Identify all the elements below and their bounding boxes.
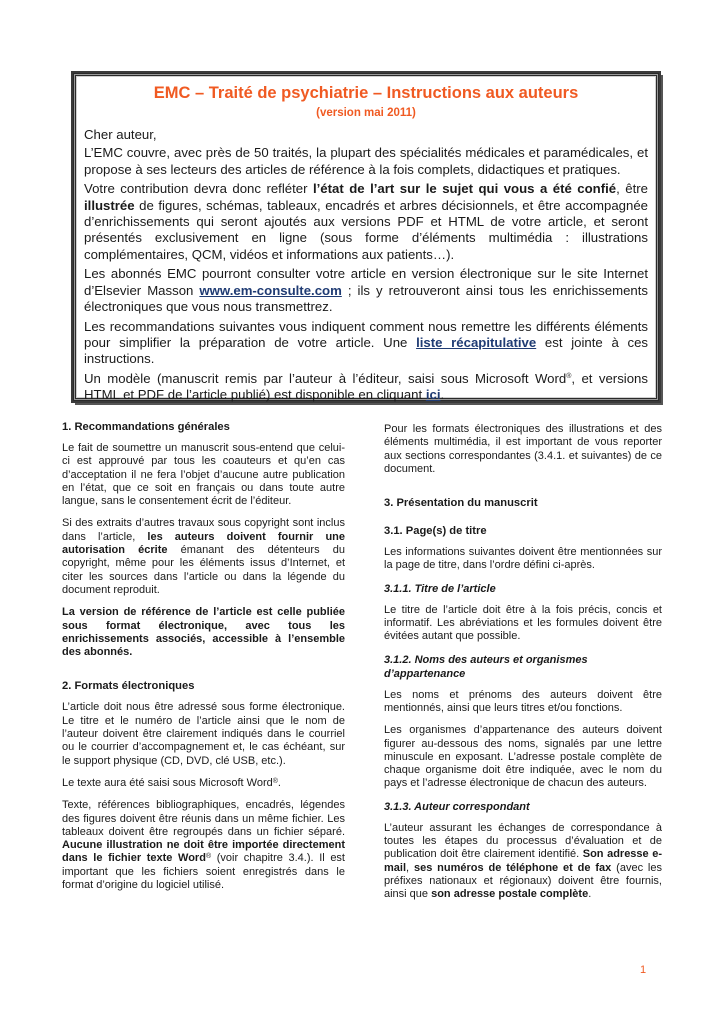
intro-paragraph-2 — [84, 181, 648, 262]
section-1-paragraph-1: Le fait de soumettre un manuscrit sous-entend que celui-ci est approuvé par tous les coauteurs et qu’en cas d’acceptation il ne fera l’objet d’aucune autre publication en l’état, que ce soit en français ou dans toute autre langue, sans le consentement écrit de l’éditeur. — [62, 442, 345, 508]
text: (voir chapitre 3.4.). Il est important que les fichiers soient enregistrés dans le format d’origine du logiciel utilisé. — [62, 852, 345, 892]
em-consulte-link[interactable]: www.em-consulte.com — [199, 282, 342, 298]
intro-paragraph-1: L’EMC couvre, avec près de 50 traités, la plupart des spécialités médicales et paramédicales, et propose à ses lecteurs des articles de référence à la fois complets, didactiques et pratiques. — [84, 145, 648, 177]
text: de figures, schémas, tableaux, encadrés et arbres décisionnels, et être accompagnée d’enrichissements qui seront ajoutés aux versions PDF et HTML de votre article, et seront présentés exclusivement en ligne (sous forme d’éléments multimédia : illustrations complémentaires, QCM, vidéos et informations aux patients…). — [84, 197, 648, 262]
intro-paragraph-3 — [84, 266, 648, 315]
text: Le texte aura été saisi sous Microsoft Word — [62, 776, 273, 789]
section-1-paragraph-2 — [62, 517, 345, 597]
text: Texte, références bibliographiques, encadrés, légendes des figures doivent être réunis dans un même fichier. Les tableaux doivent être regroupés dans un fichier séparé. — [62, 799, 345, 838]
section-2-heading: 2. Formats électroniques — [62, 680, 195, 693]
emphasis: Son adresse e-mail — [384, 848, 662, 874]
section-3-1-2-heading: 3.1.2. Noms des auteurs et organismes d’appartenance — [384, 653, 588, 680]
greeting: Cher auteur, — [84, 127, 157, 142]
section-3-1-2-paragraph-1: Les noms et prénoms des auteurs doivent être mentionnés, ainsi que leurs titres et/ou fonctions. — [384, 688, 662, 714]
text: L’auteur assurant les échanges de correspondance à toutes les étapes du processus d’évaluation et de publication doit être clairement identifié. — [384, 821, 662, 861]
text: , et versions HTML et PDF de l’article publié) est disponible en cliquant — [84, 371, 648, 403]
section-3-1-paragraph: Les informations suivantes doivent être mentionnées sur la page de titre, dans l’ordre défini ci-après. — [384, 546, 662, 572]
left-column — [62, 420, 345, 901]
text: , — [406, 861, 414, 874]
intro-paragraph-5 — [84, 371, 648, 404]
text: Un modèle (manuscrit remis par l’auteur à l’éditeur, saisi sous Microsoft Word — [84, 371, 567, 387]
section-3-1-1-paragraph: Le titre de l’article doit être à la fois précis, concis et informatif. Les abréviations et les formules doivent être évitées autant que possible. — [384, 603, 662, 643]
text: ; ils y retrouveront ainsi tous les enrichissements électroniques que vous nous transmettrez. — [84, 282, 649, 314]
text: Votre contribution devra donc refléter — [84, 181, 313, 197]
section-2-paragraph-1: L’article doit nous être adressé sous forme électronique. Le titre et le numéro de l’article ainsi que le nom de l’auteur doivent être clairement indiqués dans le courriel ou le courrier d’accompagnement et, le cas échéant, sur le support physique (CD, DVD, clé USB, etc.). — [62, 701, 345, 767]
emphasis: l’état de l’art sur le sujet qui vous a été confié — [312, 181, 617, 197]
text: Si des extraits d’autres travaux sous copyright sont inclus dans l’article, — [62, 517, 345, 543]
text: (avec les préfixes nationaux et régionaux) doivent être fournis, ainsi que — [384, 861, 662, 901]
section-3-1-1-heading: 3.1.1. Titre de l’article — [384, 582, 496, 595]
registered-mark: ® — [205, 853, 212, 861]
text: . — [277, 776, 281, 789]
section-3-heading: 3. Présentation du manuscrit — [384, 497, 538, 510]
document-version: (version mai 2011) — [316, 107, 416, 119]
right-column — [384, 423, 662, 911]
template-link[interactable]: ici — [425, 387, 441, 403]
text: , être — [616, 181, 649, 197]
emphasis: les auteurs doivent fournir une autorisation écrite — [62, 530, 345, 557]
registered-mark: ® — [272, 777, 278, 785]
page-number: 1 — [640, 964, 647, 976]
intro-paragraph-4 — [84, 319, 648, 368]
text: est jointe à ces instructions. — [84, 335, 649, 367]
section-3-1-3-paragraph — [384, 822, 662, 902]
registered-mark: ® — [566, 373, 572, 381]
emphasis: son adresse postale complète — [431, 888, 589, 901]
text: émanant des détenteurs du copyright, même pour les éléments issus d’Internet, et citer les sources dans l’article ou dans la légende du document reproduit. — [62, 544, 346, 596]
text: Les recommandations suivantes vous indiquent comment nous remettre les différents éléments pour simplifier la préparation de votre article. Une — [84, 318, 648, 351]
emphasis: Aucune illustration ne doit être importée directement dans le fichier texte Word — [62, 839, 345, 865]
text: . — [588, 888, 592, 901]
text: . — [440, 387, 445, 403]
emphasis: illustrée — [84, 197, 135, 213]
section-3-1-2-paragraph-2: Les organismes d’appartenance des auteurs doivent figurer au-dessous des noms, signalés par une lettre minuscule en exposant. L’adresse postale complète de chaque organisme doit être indiquée, avec le nom du pays et l’adresse électronique de chacun des auteurs. — [384, 724, 662, 790]
document-title: EMC – Traité de psychiatrie – Instructions aux auteurs — [153, 84, 579, 102]
section-2-paragraph-3 — [62, 799, 345, 892]
intro-box — [73, 73, 659, 401]
section-3-1-heading: 3.1. Page(s) de titre — [384, 525, 487, 538]
section-2-paragraph-2 — [62, 777, 345, 790]
section-1-heading: 1. Recommandations générales — [62, 421, 230, 433]
checklist-link[interactable]: liste récapitulative — [416, 335, 537, 351]
section-1-paragraph-3: La version de référence de l’article est celle publiée sous format électronique, avec tous les enrichissements associés, accessible à l’ensemble des abonnés. — [62, 606, 345, 659]
text: Les abonnés EMC pourront consulter votre article en version électronique sur le site Internet d’Elsevier Masson — [84, 266, 648, 298]
emphasis: ses numéros de téléphone et de fax — [413, 861, 612, 874]
section-3-1-3-heading: 3.1.3. Auteur correspondant — [384, 800, 530, 813]
formats-note-paragraph: Pour les formats électroniques des illustrations et des éléments multimédia, il est important de vous reporter aux sections correspondantes (3.4.1. et suivantes) de ce document. — [384, 423, 662, 475]
